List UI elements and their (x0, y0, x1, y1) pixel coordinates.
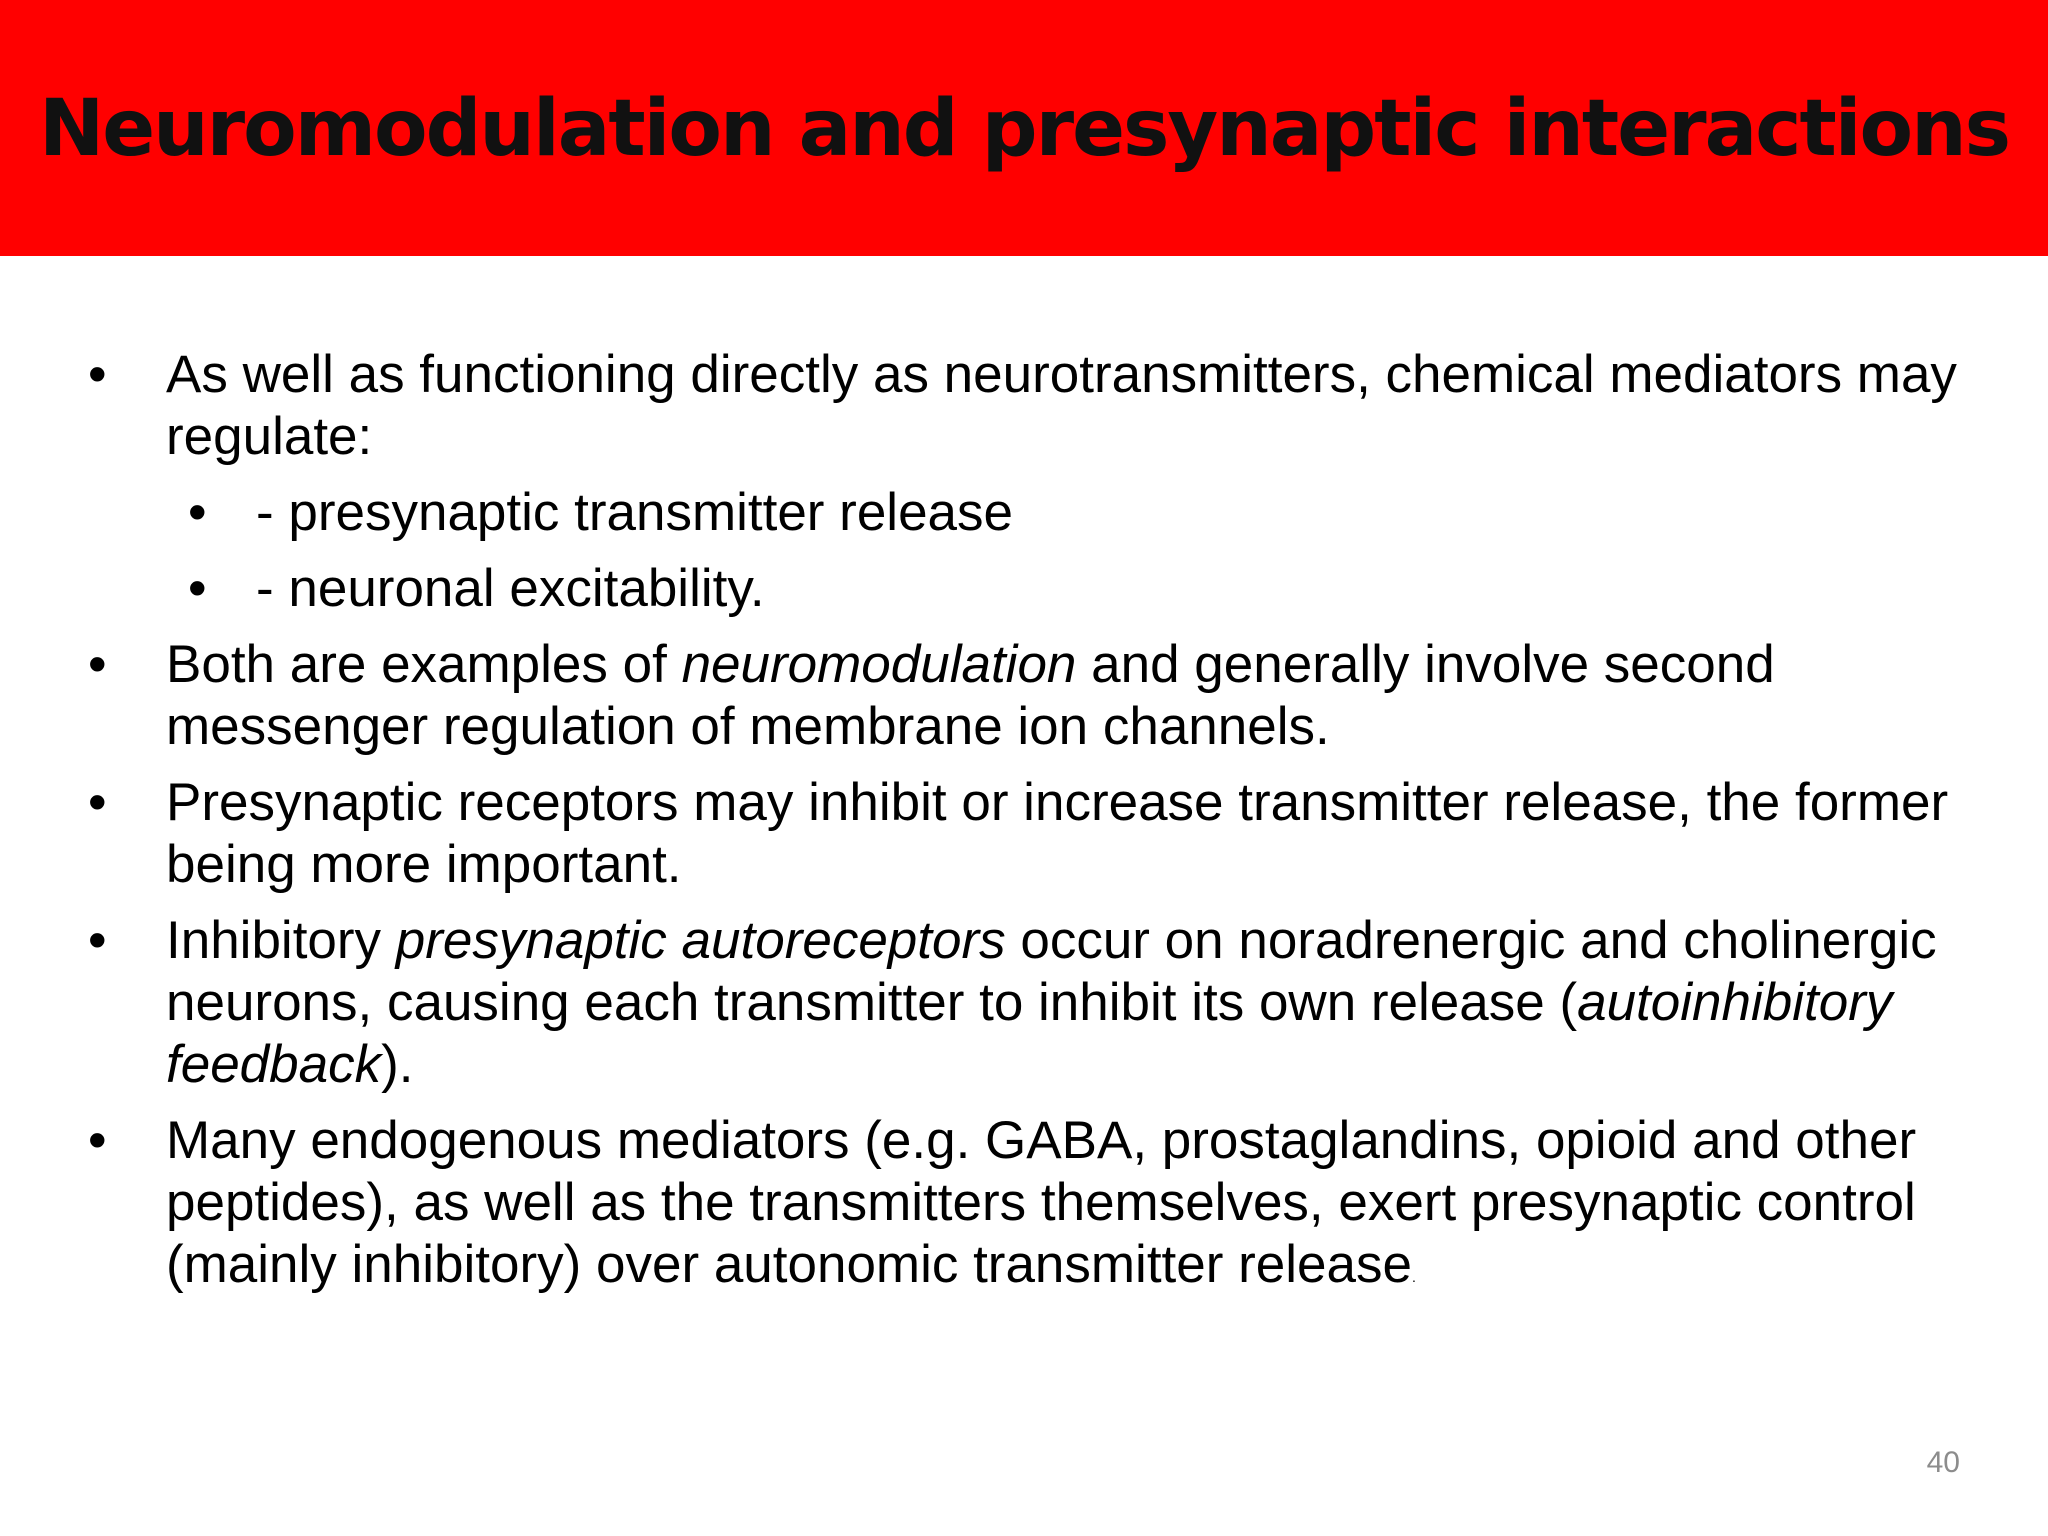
emphasis-term: presynaptic autoreceptors (395, 911, 1006, 970)
bullet-text: Both are examples of (166, 635, 682, 694)
bullet-text: Inhibitory (166, 911, 396, 970)
bullet-text: Presynaptic receptors may inhibit or increase transmitter release, the former being more important. (166, 773, 1949, 894)
sub-bullet-item-1: • - presynaptic transmitter release (0, 482, 1988, 544)
bullet-item-4 (0, 910, 2048, 1096)
bullet-item-2 (0, 634, 2048, 758)
bullet-text: occur on noradrenergic and cholinergic neurons, causing each transmitter to inhibit its own release ( (166, 911, 1937, 1032)
emphasis-term: neuromodulation (681, 635, 1077, 694)
bullet-item-3 (0, 772, 2048, 896)
slide-title: Neuromodulation and presynaptic interactions (38, 84, 2010, 174)
bullet-item-5 (0, 1110, 2048, 1308)
trailing-period: . (1411, 1269, 1416, 1285)
bullet-text: and generally involve second messenger regulation of membrane ion channels. (166, 635, 1775, 756)
bullet-list (0, 344, 2048, 1322)
page-number: 40 (1926, 1446, 1960, 1479)
bullet-item-1 (0, 344, 2048, 620)
bullet-text: ). (381, 1035, 414, 1094)
bullet-text: Many endogenous mediators (e.g. GABA, prostaglandins, opioid and other peptides), as well as the transmitters themselves, exert presynaptic control (mainly inhibitory) over autonomic transmitter release (166, 1111, 1917, 1294)
sub-bullet-item-2: • - neuronal excitability. (0, 558, 1988, 620)
title-band (0, 0, 2048, 256)
sub-bullet-list (166, 482, 1988, 620)
bullet-text: As well as functioning directly as neurotransmitters, chemical mediators may regulate: (166, 345, 1957, 466)
emphasis-term: autoinhibitory feedback (166, 973, 1893, 1094)
